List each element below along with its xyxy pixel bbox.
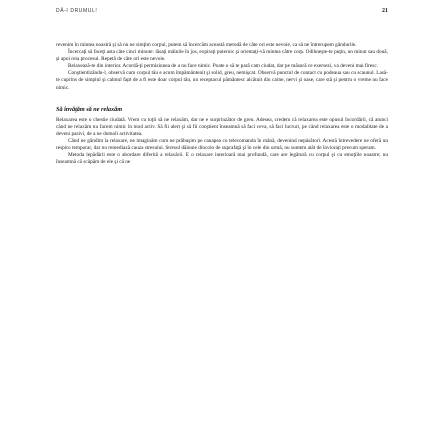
paragraph-relax-inside: Relaxează-te din interior. Acordă-ţi permisiunea de a nu face nimic. Poate o să te pară cam ciudat, dar pe măsură ce exersezi, va deveni mai firesc. xyxy=(68,63,379,70)
running-title: DĂ-I DRUMUL! xyxy=(56,8,98,14)
section-heading: Să învăţăm să ne relaxăm xyxy=(56,105,123,113)
paragraph-continuation: revenim în mintea noastră şi să nu ne simţim corpul, putem să încercăm această metodă de câte ori este nevoie, ca să ne întrerupem gândurile. xyxy=(56,42,357,48)
paragraph-relaxation-intro: Relaxarea este o chestie ciudată. Vrem cu toţii să ne relaxăm, dar ne e surprinzător de greu. Adesea, credem că relaxarea este opusul încordării, că atunci când ne relaxăm nu facem nimic în mod activ. Să fii alert şi să fii conştient înseamnă să faci ceva, să faci lucruri, pe când relaxarea este o modalitate de a deveni pasivi, de a ne domoli activitatea. xyxy=(56,116,388,137)
paragraph-awareness: Conştientizându-l, observă cum corpul tău e acum împământenit şi solid, greu, nemişcat. Observă punctul de contact cu podeaua sau cu scaunul. Lasă-te cuprins de simplul şi calmul fapt de a fi este doar corpul tău, un receptacul pământesc alcătuit din carne, nervi şi oase, care stă şi pentru o vreme nu face nimic. xyxy=(56,70,388,91)
paragraph-exercise: Încercaţi să faceţi asta câte cinci minute: lăsaţi mâinile în jos, expiraţi puternic şi orientaţi-vă mintea către corp. Odihneşte-te puţin, un minut sau două, şi apoi reia procesul. Repetă de câte ori este nevoie. xyxy=(56,49,388,63)
page-number: 21 xyxy=(382,8,388,14)
running-head xyxy=(56,8,388,22)
paragraph-letting-go-method: Metoda lepădării este o abordare diferită a relaxării. E o relaxare interioară mai profundă, care are legătură cu corpul şi cu emoţiile noastre; nu înseamnă că scăpăm de ele şi că ne xyxy=(56,152,388,166)
paragraph-couch: Când ne gândim la relaxare, ne imaginăm cum ne prăbuşim pe canapea cu telecomanda în mână, devenind nepăsători. Acestă întrevedere ne oferă un respiro temporar, dar nu remediază cauza stresului. Stresul dăinuie dincolo de suprafaţă şi în cele din urmă, nu suntem atât de înviorați precum speram. xyxy=(56,137,388,152)
book-page xyxy=(56,8,388,166)
